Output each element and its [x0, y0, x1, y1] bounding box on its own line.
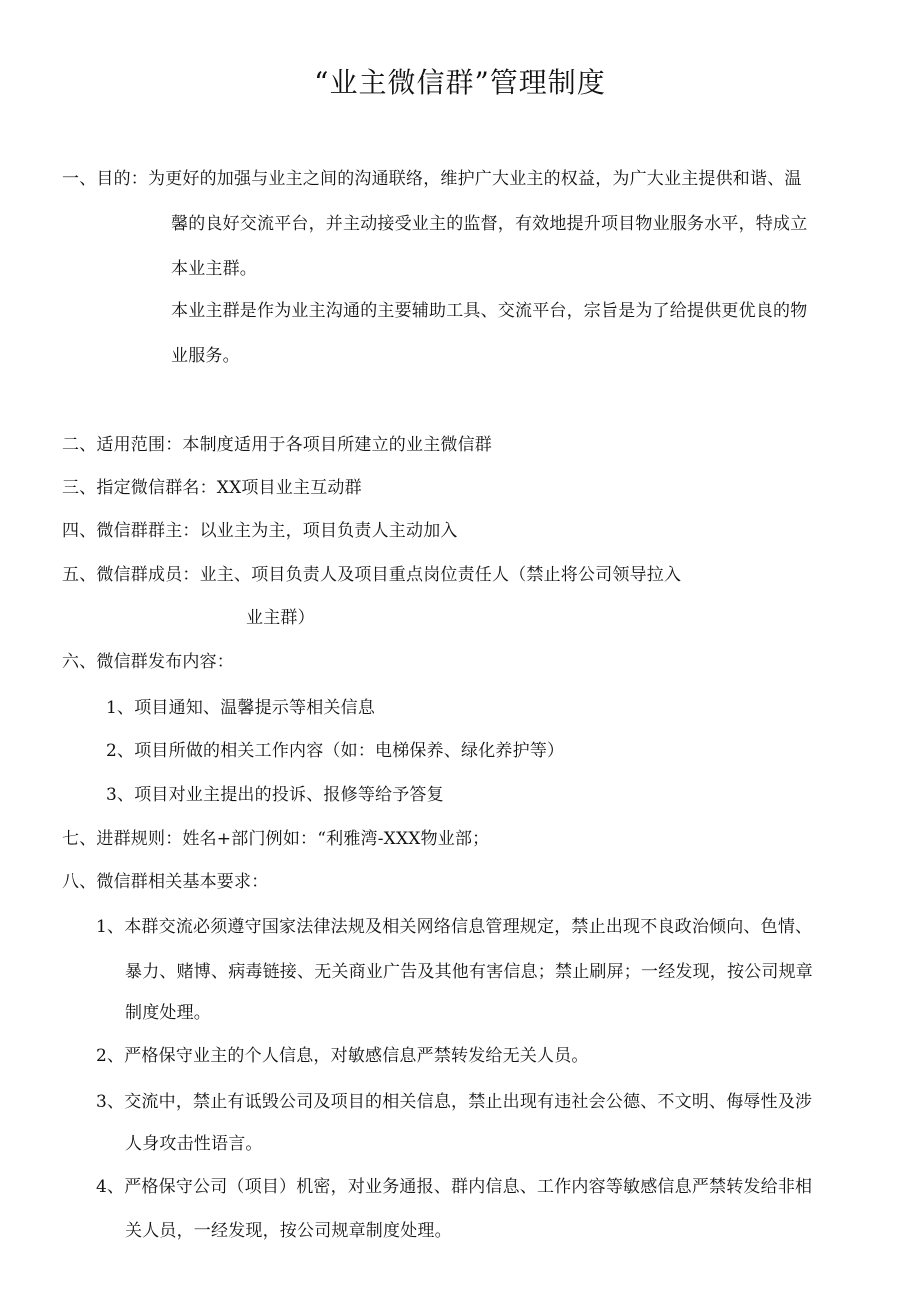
section-1-line-2: 馨的良好交流平台，并主动接受业主的监督，有效地提升项目物业服务水平，特成立 — [171, 214, 808, 234]
section-4: 四、微信群群主：以业主为主，项目负责人主动加入 — [62, 521, 458, 541]
section-8-item-1-line-1: 1、本群交流必须遵守国家法律法规及相关网络信息管理规定，禁止出现不良政治倾向、色情、 — [96, 917, 813, 937]
section-1-line-3: 本业主群。 — [171, 259, 257, 279]
section-1-line-5: 业服务。 — [171, 346, 240, 366]
section-8-item-2: 2、严格保守业主的个人信息，对敏感信息严禁转发给无关人员。 — [96, 1046, 589, 1066]
document-title: “业主微信群”管理制度 — [314, 66, 606, 99]
section-8-item-4-line-2: 关人员，一经发现，按公司规章制度处理。 — [125, 1221, 452, 1241]
section-7: 七、进群规则：姓名+部门例如：“利雅湾-XXX物业部； — [62, 829, 490, 849]
section-6-heading: 六、微信群发布内容： — [62, 652, 234, 672]
section-2: 二、适用范围：本制度适用于各项目所建立的业主微信群 — [62, 435, 492, 455]
section-5-line-1: 五、微信群成员：业主、项目负责人及项目重点岗位责任人（禁止将公司领导拉入 — [62, 565, 682, 585]
section-3: 三、指定微信群名：XX项目业主互动群 — [62, 478, 362, 498]
section-6-item-2: 2、项目所做的相关工作内容（如：电梯保养、绿化养护等） — [106, 741, 565, 761]
section-6-item-3: 3、项目对业主提出的投诉、报修等给予答复 — [106, 785, 444, 805]
section-6-item-1: 1、项目通知、温馨提示等相关信息 — [106, 698, 376, 718]
section-8-item-3-line-2: 人身攻击性语言。 — [125, 1134, 263, 1154]
section-8-item-1-line-3: 制度处理。 — [125, 1003, 211, 1023]
section-1-line-1: 一、目的：为更好的加强与业主之间的沟通联络，维护广大业主的权益，为广大业主提供和谐、温 — [62, 169, 802, 189]
section-1-line-4: 本业主群是作为业主沟通的主要辅助工具、交流平台，宗旨是为了给提供更优良的物 — [171, 301, 808, 321]
section-8-item-1-line-2: 暴力、赌博、病毒链接、无关商业广告及其他有害信息；禁止刷屏；一经发现，按公司规章 — [125, 962, 813, 982]
section-8-item-3-line-1: 3、交流中，禁止有诋毁公司及项目的相关信息，禁止出现有违社会公德、不文明、侮辱性及涉 — [96, 1092, 813, 1112]
section-8-item-4-line-1: 4、严格保守公司（项目）机密，对业务通报、群内信息、工作内容等敏感信息严禁转发给非相 — [96, 1177, 813, 1197]
section-8-heading: 八、微信群相关基本要求： — [62, 872, 269, 892]
section-5-line-2: 业主群） — [246, 608, 315, 628]
